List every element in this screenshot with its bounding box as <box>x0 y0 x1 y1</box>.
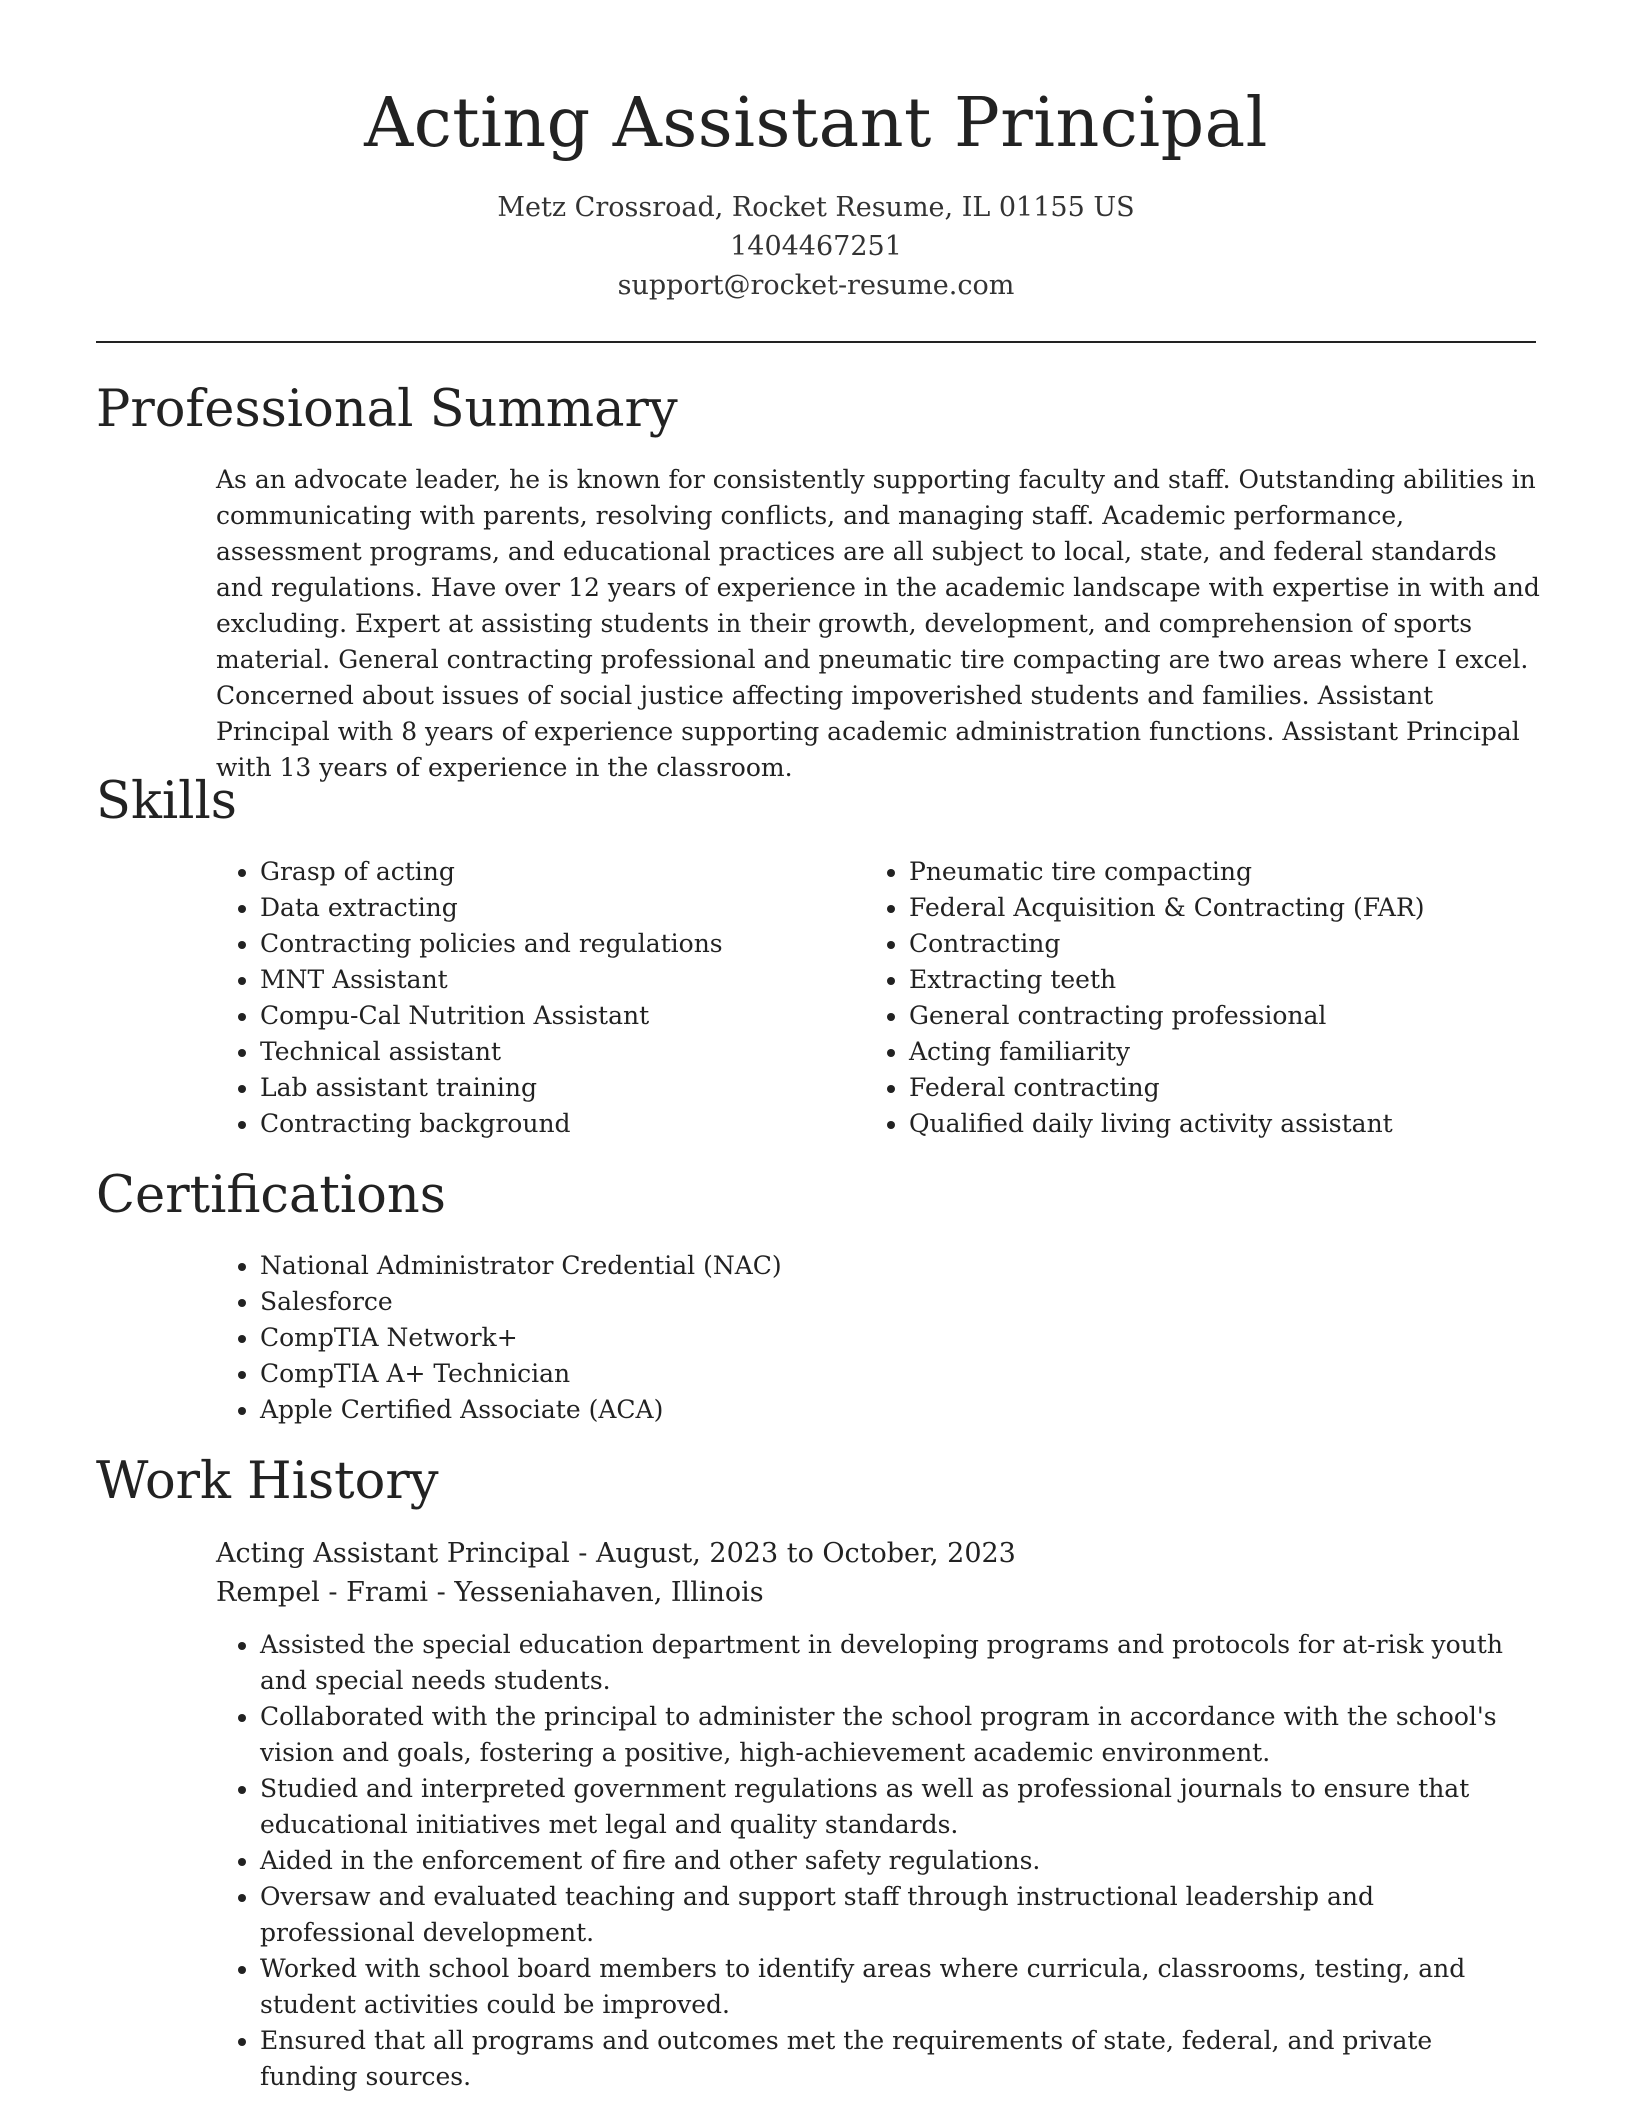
responsibility-item: • Aided in the enforcement of fire and other safety regulations. <box>260 1843 1536 1879</box>
responsibilities-list <box>216 1627 1536 2095</box>
job-company: Rempel - Frami <box>216 1577 429 1608</box>
responsibility-item: • Assisted the special education department in developing programs and protocols for at-risk youth and special needs students. <box>260 1627 1536 1699</box>
job-title-line <box>216 1534 1536 1573</box>
certifications-section <box>216 1248 1016 1428</box>
skills-list-right <box>865 854 1505 1142</box>
skill-item: • Extracting teeth <box>909 962 1505 998</box>
skill-item: • Contracting background <box>260 1106 816 1142</box>
responsibility-item: • Oversaw and evaluated teaching and support staff through instructional leadership and professional development. <box>260 1879 1536 1951</box>
certification-item: • Apple Certified Associate (ACA) <box>260 1392 1016 1428</box>
responsibility-item: • Worked with school board members to identify areas where curricula, classrooms, testing, and student activities could be improved. <box>260 1951 1536 2023</box>
job-separator: - <box>569 1538 596 1569</box>
skill-item: • Federal Acquisition & Contracting (FAR) <box>909 890 1505 926</box>
skill-item: • Contracting policies and regulations <box>260 926 816 962</box>
summary-heading: Professional Summary <box>96 380 678 439</box>
job-position: Acting Assistant Principal <box>216 1538 570 1569</box>
contact-email: support@rocket-resume.com <box>617 270 1015 301</box>
skills-list-left <box>216 854 816 1142</box>
responsibility-item: • Ensured that all programs and outcomes met the requirements of state, federal, and private funding sources. <box>260 2023 1536 2095</box>
skill-item: • Federal contracting <box>909 1070 1505 1106</box>
job-header <box>216 1534 1536 1612</box>
skill-item: • Lab assistant training <box>260 1070 816 1106</box>
summary-text: As an advocate leader, he is known for consistently supporting faculty and staff. Outstanding abilities in communicating with parents, resolving conflicts, and managing staff. Academic performance, assessment programs, and educational practices are all subject to local, state, and federal standards and regulations. Have over 12 years of experience in the academic landscape with expertise in with and excluding. Expert at assisting students in their growth, development, and comprehension of sports material. General contracting professional and pneumatic tire compacting are two areas where I excel. Concerned about issues of social justice affecting impoverished students and families. Assistant Principal with 8 years of experience supporting academic administration functions. Assistant Principal with 13 years of experience in the classroom. <box>216 465 1540 782</box>
skills-column-right <box>865 854 1505 1142</box>
skill-item: • Data extracting <box>260 890 816 926</box>
certification-item: • National Administrator Credential (NAC) <box>260 1248 1016 1284</box>
contact-info <box>96 188 1536 305</box>
responsibility-item: • Collaborated with the principal to administer the school program in accordance with the school's vision and goals, fostering a positive, high-achievement academic environment. <box>260 1699 1536 1771</box>
job-company-line <box>216 1573 1536 1612</box>
job-responsibilities <box>216 1627 1536 2095</box>
certifications-list <box>216 1248 1016 1428</box>
skill-item: • Contracting <box>909 926 1505 962</box>
skill-item: • General contracting professional <box>909 998 1505 1034</box>
job-dates: August, 2023 to October, 2023 <box>596 1538 1016 1569</box>
skill-item: • Grasp of acting <box>260 854 816 890</box>
certification-item: • CompTIA A+ Technician <box>260 1356 1016 1392</box>
responsibility-item: • Studied and interpreted government regulations as well as professional journals to ensure that educational initiatives met legal and quality standards. <box>260 1771 1536 1843</box>
certification-item: • Salesforce <box>260 1284 1016 1320</box>
contact-phone: 1404467251 <box>730 231 902 262</box>
skills-column-left <box>216 854 816 1142</box>
skill-item: • Compu-Cal Nutrition Assistant <box>260 998 816 1034</box>
certifications-heading: Certifications <box>96 1166 446 1225</box>
job-separator: - <box>428 1577 455 1608</box>
skill-item: • Acting familiarity <box>909 1034 1505 1070</box>
resume-header <box>96 80 1536 305</box>
skills-heading: Skills <box>96 772 237 831</box>
skill-item: • MNT Assistant <box>260 962 816 998</box>
skill-item: • Pneumatic tire compacting <box>909 854 1505 890</box>
contact-address: Metz Crossroad, Rocket Resume, IL 01155 US <box>497 192 1135 223</box>
job-location: Yesseniahaven, Illinois <box>454 1577 764 1608</box>
header-divider <box>96 341 1536 343</box>
work-history-heading: Work History <box>96 1452 439 1511</box>
skill-item: • Technical assistant <box>260 1034 816 1070</box>
certification-item: • CompTIA Network+ <box>260 1320 1016 1356</box>
skill-item: • Qualified daily living activity assistant <box>909 1106 1505 1142</box>
candidate-name: Acting Assistant Principal <box>364 84 1268 163</box>
